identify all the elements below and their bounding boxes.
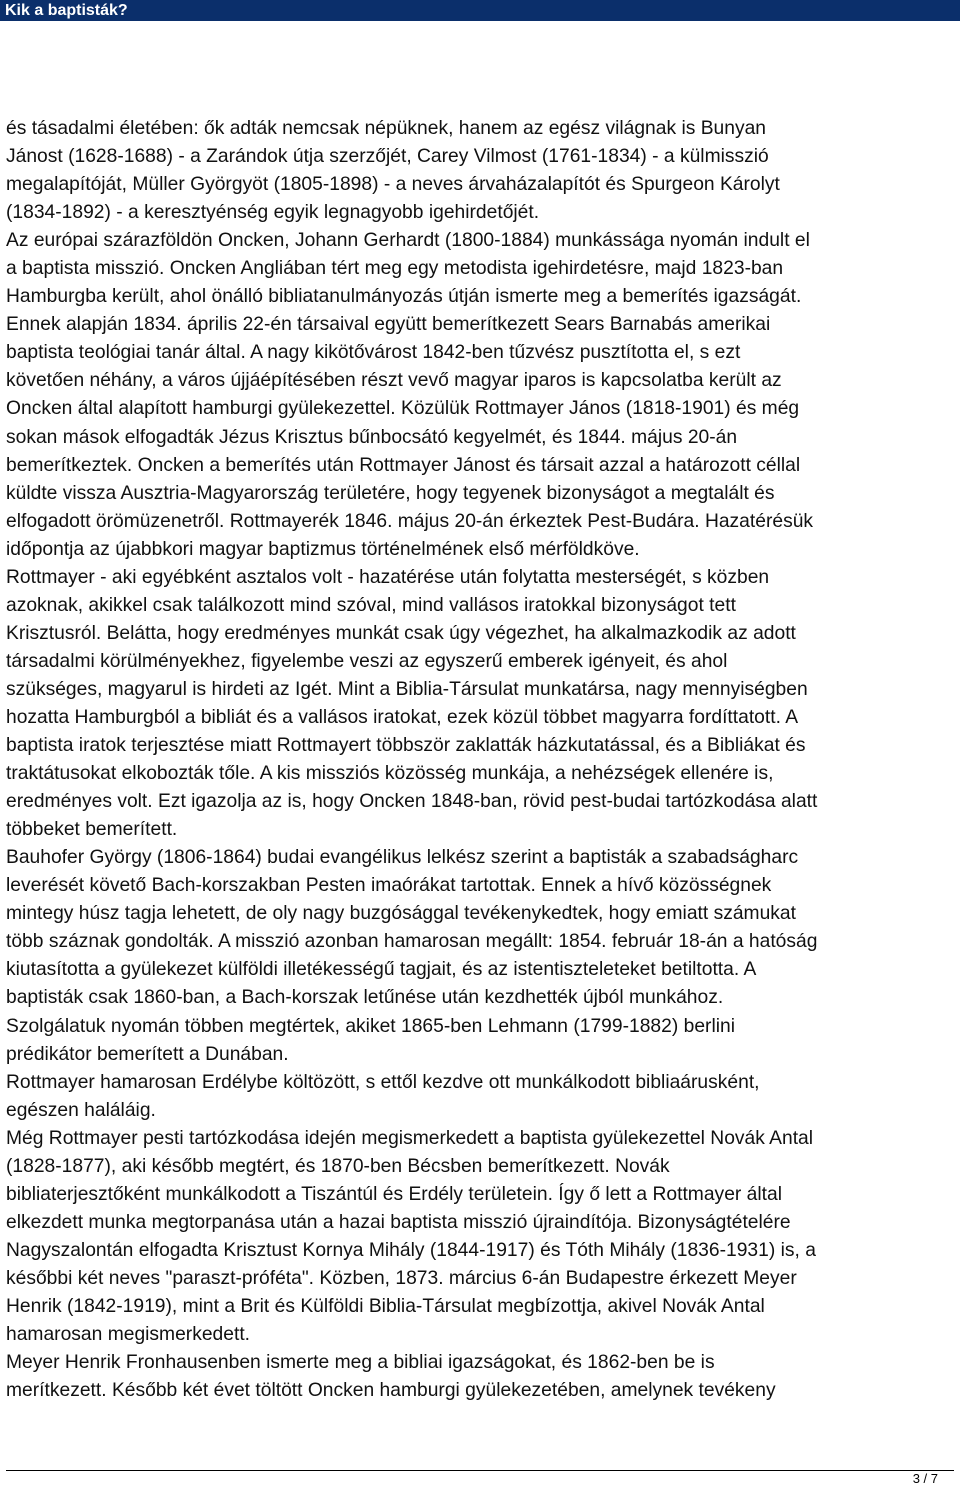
text-line: Oncken által alapított hamburgi gyülekezettel. Közülük Rottmayer János (1818-1901) és még [6,397,800,420]
text-line: hozatta Hamburgból a bibliát és a vallásos iratokat, ezek közül többet magyarra fordíttatott. A [6,705,799,728]
text-line: Nagyszalontán elfogadta Krisztust Kornya Mihály (1844-1917) és Tóth Mihály (1836-1931) is, a [6,1238,816,1261]
text-line: mintegy húsz tagja lehetett, de oly nagy buzgósággal tevékenykedtek, hogy emiatt számukat [6,902,796,925]
text-line: prédikátor bemerített a Dunában. [6,1042,289,1065]
text-line: Jánost (1628-1688) - a Zarándok útja szerzőjét, Carey Vilmost (1761-1834) - a külmisszió [6,145,769,168]
text-line: küldte vissza Ausztria-Magyarország területére, hogy tegyenek bizonyságot a megtalált és [6,481,775,504]
document-title: Kik a baptisták? [5,2,128,19]
header-bar [0,0,960,21]
text-line: leverését követő Bach-korszakban Pesten imaórákat tartottak. Ennek a hívő közösségnek [6,874,772,897]
text-line: Hamburgba került, ahol önálló bibliatanulmányozás útján ismerte meg a bemerítés igazságát. [6,285,802,308]
footer-divider [6,1470,954,1471]
text-line: Rottmayer - aki egyébként asztalos volt - hazatérése után folytatta mesterségét, s közben [6,565,770,588]
text-line: Még Rottmayer pesti tartózkodása idején megismerkedett a baptista gyülekezettel Novák Antal [6,1126,814,1149]
text-line: megalapítóját, Müller Györgyöt (1805-1898) - a neves árvaházalapítót és Spurgeon Károlyt [6,173,780,196]
text-line: Krisztusról. Belátta, hogy eredményes munkát csak úgy végezhet, ha alkalmazkodik az adott [6,621,796,644]
text-line: elfogadott örömüzenetről. Rottmayerék 1846. május 20-án érkeztek Pest-Budára. Hazatérésük [6,509,814,532]
page-number: 3 / 7 [912,1471,938,1486]
text-line: Bauhofer György (1806-1864) budai evangélikus lelkész szerint a baptisták a szabadságharc [6,846,799,869]
text-line: későbbi két neves "paraszt-próféta". Közben, 1873. március 6-án Budapestre érkezett Meyer [6,1266,797,1289]
document-body [6,114,960,1404]
text-line: traktátusokat elkobozták tőle. A kis missziós közösség munkája, a nehézségek ellenére is, [6,762,774,785]
text-line: időpontja az újabbkori magyar baptizmus történelmének első mérföldköve. [6,537,640,560]
text-line: társadalmi körülményekhez, figyelembe veszi az egyszerű emberek igényeit, és ahol [6,649,728,672]
text-line: Meyer Henrik Fronhausenben ismerte meg a bibliai igazságokat, és 1862-ben be is [6,1351,715,1374]
text-line: Szolgálatuk nyomán többen megtértek, akiket 1865-ben Lehmann (1799-1882) berlini [6,1014,736,1037]
text-line: bibliaterjesztőként munkálkodott a Tiszántúl és Erdély területein. Így ő lett a Rottmayer által [6,1182,782,1205]
text-line: Ennek alapján 1834. április 22-én társaival együtt bemerítkezett Sears Barnabás amerikai [6,313,771,336]
text-line: baptista iratok terjesztése miatt Rottmayert többször zaklatták házkutatással, és a Bibliákat és [6,734,806,757]
text-line: többeket bemerített. [6,818,178,841]
text-line: merítkezett. Később két évet töltött Oncken hamburgi gyülekezetében, amelynek tevékeny [6,1379,776,1402]
text-line: követően néhány, a város újjáépítésében részt vevő magyar iparos is kapcsolatba került az [6,369,782,392]
text-line: szükséges, magyarul is hirdeti az Igét. Mint a Biblia-Társulat munkatársa, nagy mennyiségben [6,677,808,700]
text-line: Rottmayer hamarosan Erdélybe költözött, s ettől kezdve ott munkálkodott bibliaárusként, [6,1070,760,1093]
text-line: elkezdett munka megtorpanása után a hazai baptista misszió újraindítója. Bizonyságtételére [6,1210,791,1233]
text-line: és tásadalmi életében: ők adták nemcsak népüknek, hanem az egész világnak is Bunyan [6,117,767,139]
text-line: a baptista misszió. Oncken Angliában tért meg egy metodista igehirdetésre, majd 1823-ban [6,257,784,280]
text-line: baptisták csak 1860-ban, a Bach-korszak letűnése után kezdhették újból munkához. [6,986,724,1009]
text-line: hamarosan megismerkedett. [6,1323,251,1346]
text-line: (1834-1892) - a keresztyénség egyik legnagyobb igehirdetőjét. [6,201,540,224]
text-line: bemerítkeztek. Oncken a bemerítés után Rottmayer Jánost és társait azzal a határozott céllal [6,453,801,476]
text-line: eredményes volt. Ezt igazolja az is, hogy Oncken 1848-ban, rövid pest-budai tartózkodása alatt [6,790,818,813]
text-line: kiutasította a gyülekezet külföldi illetékességű tagjait, és az istentiszteleteket betiltotta. A [6,958,757,981]
text-line: azoknak, akikkel csak találkozott mind szóval, mind vallásos iratokkal bizonyságot tett [6,593,736,616]
text-line: baptista teológiai tanár által. A nagy kikötővárost 1842-ben tűzvész pusztította el, s ezt [6,341,741,364]
text-line: Az európai szárazföldön Oncken, Johann Gerhardt (1800-1884) munkássága nyomán indult el [6,229,810,252]
text-line: (1828-1877), aki később megtért, és 1870-ben Bécsben bemerítkezett. Novák [6,1154,670,1177]
text-line: sokan mások elfogadták Jézus Krisztus bűnbocsátó kegyelmét, és 1844. május 20-án [6,425,738,448]
text-line: több száznak gondolták. A misszió azonban hamarosan megállt: 1854. február 18-án a hatóság [6,930,818,953]
text-line: egészen haláláig. [6,1098,156,1121]
text-line: Henrik (1842-1919), mint a Brit és Külföldi Biblia-Társulat megbízottja, akivel Novák Antal [6,1294,765,1317]
